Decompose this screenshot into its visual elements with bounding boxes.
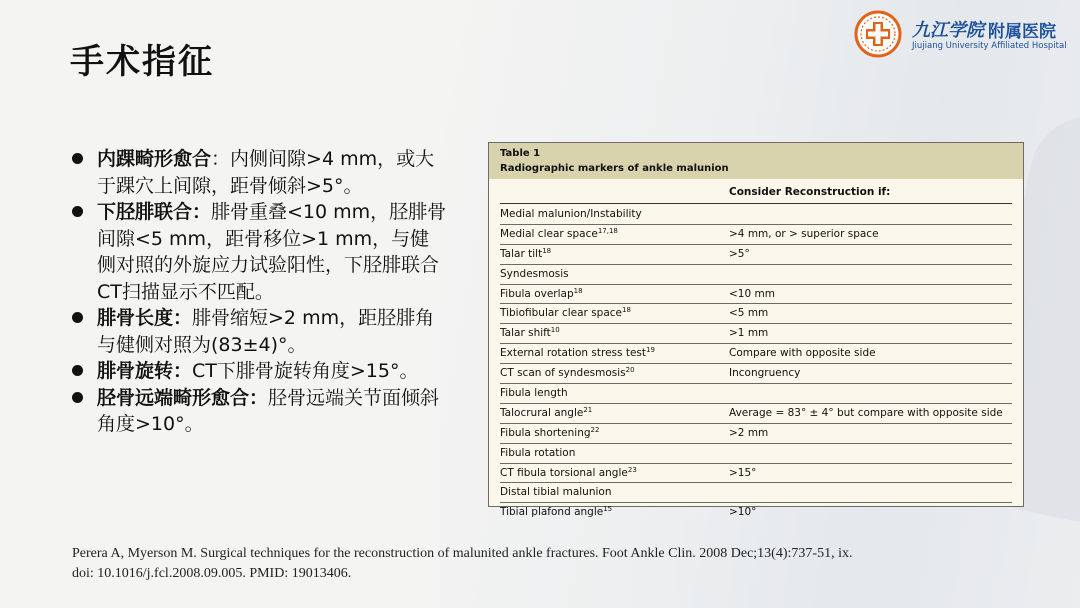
header-divider [500,203,1012,204]
table-row [500,424,1012,444]
bullet-separator: ： [211,148,231,170]
row-name: Fibula shortening$^{22}$ [500,425,600,439]
row-value: >5° [729,247,750,260]
table-row [500,503,1012,522]
row-name: Tibial plafond angle$^{15}$ [500,505,613,519]
bullet-dot-icon [72,206,83,217]
row-name: Fibula rotation [500,446,576,459]
bullet-text: 胫骨远端关节面倾斜角度>10°。 [97,386,440,435]
bullet-dot-icon [72,392,83,403]
indication-list [72,146,447,438]
table-label: Table 1 [500,148,541,159]
row-value: >10° [729,506,757,519]
list-item [72,385,447,438]
table-header-band [489,143,1023,179]
bullet-text: CT下腓骨旋转角度>15°。 [192,360,419,382]
bullet-label: 腓骨旋转： [97,360,193,382]
row-name: Distal tibial malunion [500,486,612,499]
table-row [500,324,1012,344]
table-row [500,464,1012,484]
table-row [500,364,1012,384]
table-row [500,304,1012,324]
table-row [500,265,1012,285]
row-name: Talar shift$^{10}$ [500,326,560,340]
row-name: Medial malunion/Instability [500,208,642,220]
list-item [72,305,447,358]
row-name: Tibiofibular clear space$^{18}$ [500,306,631,320]
bullet-label: 腓骨长度： [97,307,193,329]
table-row [500,384,1012,404]
table-body [500,205,1012,522]
list-item [72,146,447,199]
row-value: >1 mm [729,327,769,340]
bullet-text: 内侧间隙>4 mm，或大于踝穴上间隙，距骨倾斜>5°。 [97,148,435,197]
table-row [500,483,1012,503]
list-item [72,199,447,305]
table-row [500,205,1012,225]
row-value: <5 mm [729,307,769,320]
bullet-dot-icon [72,312,83,323]
bullet-dot-icon [72,365,83,376]
radiographic-markers-table [488,142,1024,519]
citation-line-1: Perera A, Myerson M. Surgical techniques for the reconstruction of malunited ankle fractures. Foot Ankle Clin. 2008 Dec;13(4):737-51, ix. [72,546,853,561]
row-value: Incongruency [729,367,801,380]
row-name: CT scan of syndesmosis$^{20}$ [500,366,635,380]
row-value: Compare with opposite side [729,347,876,360]
row-value: >2 mm [729,426,769,439]
bullet-label: 下胫腓联合： [97,201,212,223]
reference-citation [72,544,992,584]
row-value: Average = 83° ± 4° but compare with opposite side [729,406,1003,419]
bullet-text: 腓骨缩短>2 mm，距胫腓角与健侧对照为(83±4)°。 [97,307,435,356]
table-row [500,444,1012,464]
table-row [500,404,1012,424]
row-name: Fibula overlap$^{18}$ [500,286,583,300]
row-value: >15° [729,466,757,479]
table-row [500,344,1012,364]
row-value: <10 mm [729,287,775,300]
table-caption: Radiographic markers of ankle malunion [500,163,729,174]
citation-line-2: doi: 10.1016/j.fcl.2008.09.005. PMID: 19013406. [72,566,352,581]
bullet-label: 内踝畸形愈合 [97,148,212,170]
row-value: >4 mm, or > superior space [729,227,879,240]
row-name: Fibula length [500,387,568,400]
bullet-label: 胫骨远端畸形愈合： [97,386,269,409]
logo-school-name: 九江学院 [912,20,984,41]
hospital-logo [854,10,1069,60]
hospital-emblem-icon [854,10,902,58]
table-row [500,225,1012,245]
logo-hospital-name: 附属医院 [988,22,1056,42]
row-name: External rotation stress test$^{19}$ [500,346,655,360]
row-name: Talocrural angle$^{21}$ [500,405,593,419]
row-name: CT fibula torsional angle$^{23}$ [500,465,637,479]
list-item [72,358,447,385]
row-name: Talar tilt$^{18}$ [500,246,552,260]
logo-english-name: Jiujiang University Affiliated Hospital [912,41,1067,51]
row-name: Medial clear space$^{17,18}$ [500,226,618,240]
table-row [500,245,1012,265]
bullet-dot-icon [72,153,83,164]
bullet-text: 腓骨重叠<10 mm，胫腓骨间隙<5 mm，距骨移位>1 mm，与健侧对照的外旋应力试验阳性，下胫腓联合CT扫描显示不匹配。 [97,201,447,303]
column-header: Consider Reconstruction if: [729,186,891,198]
row-name: Syndesmosis [500,267,569,280]
table-row [500,285,1012,305]
slide-title: 手术指征 [70,42,214,82]
